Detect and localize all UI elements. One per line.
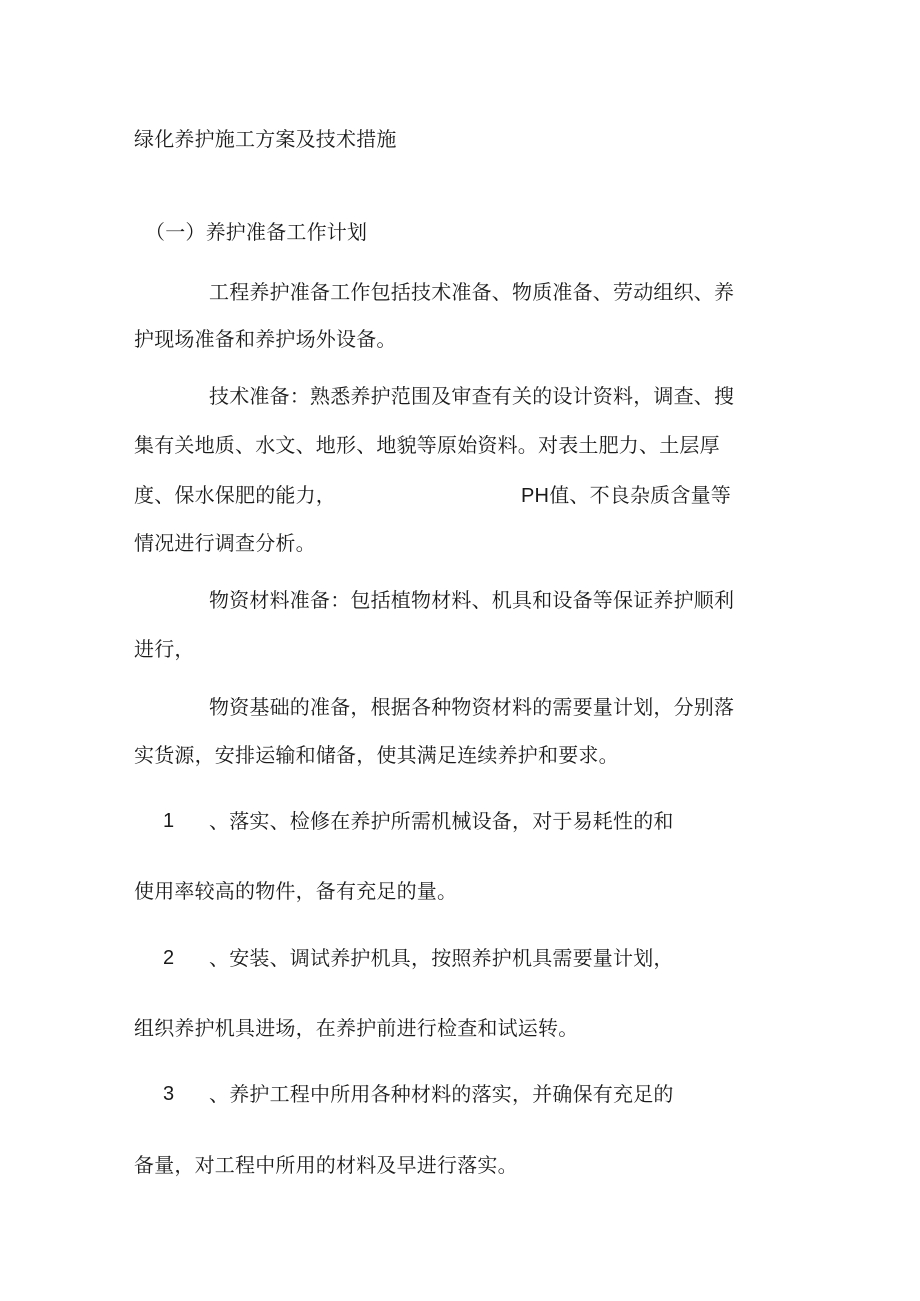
para1-line1: 工程养护准备工作包括技术准备、物质准备、劳动组织、养 bbox=[209, 280, 735, 304]
para2-line3b-rest: 值、不良杂质含量等 bbox=[549, 483, 731, 507]
para2-line4: 情况进行调查分析。 bbox=[134, 531, 316, 555]
para3-line1: 物资材料准备：包括植物材料、机具和设备等保证养护顺利 bbox=[209, 588, 735, 612]
item-number: 1 bbox=[163, 810, 175, 832]
para2-line3a: 度、保水保肥的能力， bbox=[134, 483, 336, 507]
ph-abbrev: PH bbox=[521, 485, 550, 507]
item-line1: 、养护工程中所用各种材料的落实，并确保有充足的 bbox=[209, 1082, 674, 1106]
para2-line3b bbox=[521, 482, 731, 509]
item-line1: 、落实、检修在养护所需机械设备，对于易耗性的和 bbox=[209, 809, 674, 833]
item-line2: 组织养护机具进场，在养护前进行检查和试运转。 bbox=[134, 1016, 579, 1040]
item-number: 2 bbox=[163, 947, 175, 969]
item-line2: 备量，对工程中所用的材料及早进行落实。 bbox=[134, 1153, 518, 1177]
document-title: 绿化养护施工方案及技术措施 bbox=[134, 127, 397, 151]
para2-line2: 集有关地质、水文、地形、地貌等原始资料。对表土肥力、土层厚 bbox=[134, 433, 720, 457]
para4-line1: 物资基础的准备，根据各种物资材料的需要量计划，分别落 bbox=[209, 695, 735, 719]
item-line1: 、安装、调试养护机具，按照养护机具需要量计划， bbox=[209, 946, 674, 970]
section-heading: （一）养护准备工作计划 bbox=[145, 220, 368, 244]
para2-line1: 技术准备：熟悉养护范围及审查有关的设计资料，调查、搜 bbox=[209, 384, 735, 408]
para4-line2: 实货源，安排运输和储备，使其满足连续养护和要求。 bbox=[134, 743, 619, 767]
para1-line2: 护现场准备和养护场外设备。 bbox=[134, 327, 397, 351]
para3-line2: 进行， bbox=[134, 637, 195, 661]
item-number: 3 bbox=[163, 1083, 175, 1105]
item-line2: 使用率较高的物件，备有充足的量。 bbox=[134, 879, 458, 903]
